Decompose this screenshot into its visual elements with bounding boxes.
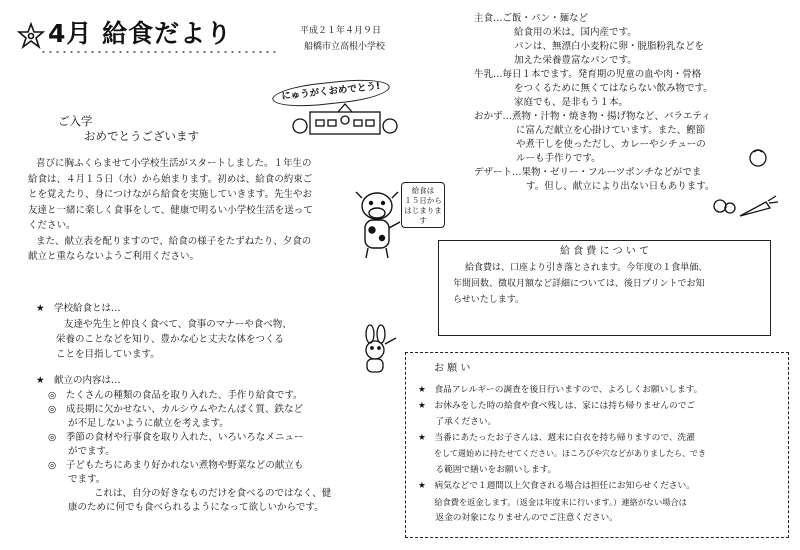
speech-line: 給食は (411, 186, 435, 195)
bullet-mark: ◎ (48, 390, 57, 401)
speech-bubble (401, 182, 445, 228)
school-building-illustration (290, 100, 400, 136)
menu-item (36, 389, 331, 403)
request-line: をして週始めに持たせてください。ほころびや穴などがありましたら、でき (418, 449, 706, 458)
fees-line: 給食費は、口座より引き落とされます。今年度の１食単価、 (465, 263, 708, 273)
menu-item-text: でます。 (68, 474, 106, 485)
fees-line: らせいたします。 (453, 295, 525, 305)
fees-box (438, 240, 771, 336)
bullet-mark: ◎ (48, 460, 57, 471)
menu-item-text: 季節の食材や行事食を取り入れた、いろいろなメニュー (65, 432, 304, 443)
intro-line: また、献立表を配りますので、給食の様子をたずねたり、夕食の (36, 235, 312, 247)
closing-line: これは、自分の好きなものだけを食べるのではなく、健 (94, 488, 332, 499)
school-name: 船橋市立高根小学校 (304, 42, 386, 52)
closing-line: 康のために何でも食べられるようになって欲しいからです。 (68, 502, 324, 513)
menu-item (36, 403, 331, 417)
body-line: ことを目指しています。 (56, 349, 160, 360)
food-type-line: 家庭でも、是非もう１本。 (514, 97, 629, 108)
request-line: 返金の対象になりませんのでご注意ください。 (418, 513, 618, 523)
congrats-banner: にゅうがくおめでとう! (271, 76, 391, 110)
food-type-line: や煮干しを使っただし、カレーやシチューの (516, 139, 706, 150)
rabbit-mascot-illustration (354, 326, 398, 374)
requests-heading: お 願 い (434, 363, 471, 374)
section-heading: ★ 学校給食とは… (36, 303, 121, 314)
request-line: る範囲で繕いをお願いします。 (418, 465, 557, 475)
issue-date: 平成２１年４月９日 (300, 26, 382, 36)
fees-line: 年間回数、徴収月額など詳細については、後日プリントでお知 (453, 279, 705, 289)
food-type-line: に富んだ献立を心掛けています。また、鰹節 (516, 125, 706, 136)
menu-content-section (36, 373, 331, 515)
food-type-line: おかず…煮物・汁物・焼き物・揚げ物など、バラエティ (474, 111, 711, 122)
intro-line: 友達と一緒に楽しく食事をして、健康で明るい小学校生活を送って (28, 204, 313, 216)
section-heading: ★ 献立の内容は… (36, 375, 121, 386)
request-line: ★ 当番にあたったお子さんは、週末に白衣を持ち帰りますので、洗濯 (418, 433, 695, 443)
speech-line: １５日から (404, 196, 442, 205)
title-underline-dots (40, 49, 280, 55)
request-line: 了承ください。 (418, 417, 497, 427)
intro-paragraph (28, 156, 313, 265)
intro-line: 給食は、４月１５日（水）から始まります。初めは、給食の約束ご (28, 173, 313, 185)
body-line: 栄養のことなどを知り、豊かな心と丈夫な体をつくる (56, 334, 285, 345)
food-type-line: す。但し、献立により出ない日もあります。 (526, 181, 715, 192)
food-type-line: 主食…ご飯・パン・麺など (474, 13, 589, 24)
menu-item-text: がでます。 (68, 446, 115, 457)
food-type-line: パンは、無漂白小麦粉に卵・脱脂粉乳などを (514, 41, 705, 52)
intro-line: 喜びに胸ふくらませて小学校生活がスタートしました。１年生の (36, 158, 312, 169)
intro-line: ください。 (28, 220, 76, 231)
newsletter-title: 4月 給食だより (48, 19, 233, 48)
food-type-line: をつくるために無くてはならない飲み物です。 (514, 83, 713, 94)
menu-item-text: 子どもたちにあまり好かれない煮物や野菜などの献立も (65, 460, 304, 471)
bullet-mark: ◎ (48, 404, 57, 415)
food-type-line: 加えた栄養豊富なパンです。 (514, 55, 637, 66)
greeting-line-2: おめでとうございます (84, 129, 199, 143)
bullet-mark: ◎ (48, 432, 57, 443)
request-line: ★ 病気などで１週間以上欠食される場合は担任にお知らせください。 (418, 481, 695, 491)
request-line: ★ 食品アレルギーの調査を後日行いますので、よろしくお願いします。 (418, 385, 703, 395)
request-line: 給食費を返金します。（返金は年度末に行います。）連絡がない場合は (418, 497, 687, 507)
menu-item (36, 431, 331, 445)
cow-mascot-illustration (352, 186, 402, 262)
food-type-line: ルーも手作りです。 (516, 153, 601, 164)
intro-line: 献立と重ならないようご利用ください。 (28, 251, 200, 262)
menu-item-text: 成長期に欠かせない、カルシウムやたんぱく質、鉄など (65, 404, 303, 415)
speech-line: はじまります (404, 206, 442, 225)
school-lunch-section (36, 300, 292, 362)
request-line: ★ お休みをした時の給食や食べ残しは、家には持ち帰りませんのでご (418, 401, 696, 411)
menu-item-text: が不足しないように献立を考えます。 (68, 418, 229, 429)
food-type-line: デザート…果物・ゼリー・フルーツポンチなどがでま (474, 167, 702, 178)
food-types-section (474, 12, 714, 194)
food-type-line: 牛乳…毎日１本でます。発育期の児童の血や肉・骨格 (474, 69, 702, 80)
intro-line: とを覚えたり、身につけながら給食を実施していきます。先生やお (28, 189, 313, 200)
greeting-line-1: ご入学 (58, 114, 93, 128)
menu-item-text: たくさんの種類の食品を取り入れた、手作り給食です。 (65, 390, 303, 401)
vegetable-illustration (700, 146, 780, 222)
body-line: 友達や先生と仲良く食べて、食事のマナーや食べ物、 (64, 319, 292, 330)
menu-item (36, 459, 331, 473)
food-type-line: 給食用の米は、国内産です。 (514, 27, 637, 38)
requests-box (405, 352, 789, 538)
fees-heading: 給 食 費 に つ い て (559, 246, 650, 257)
